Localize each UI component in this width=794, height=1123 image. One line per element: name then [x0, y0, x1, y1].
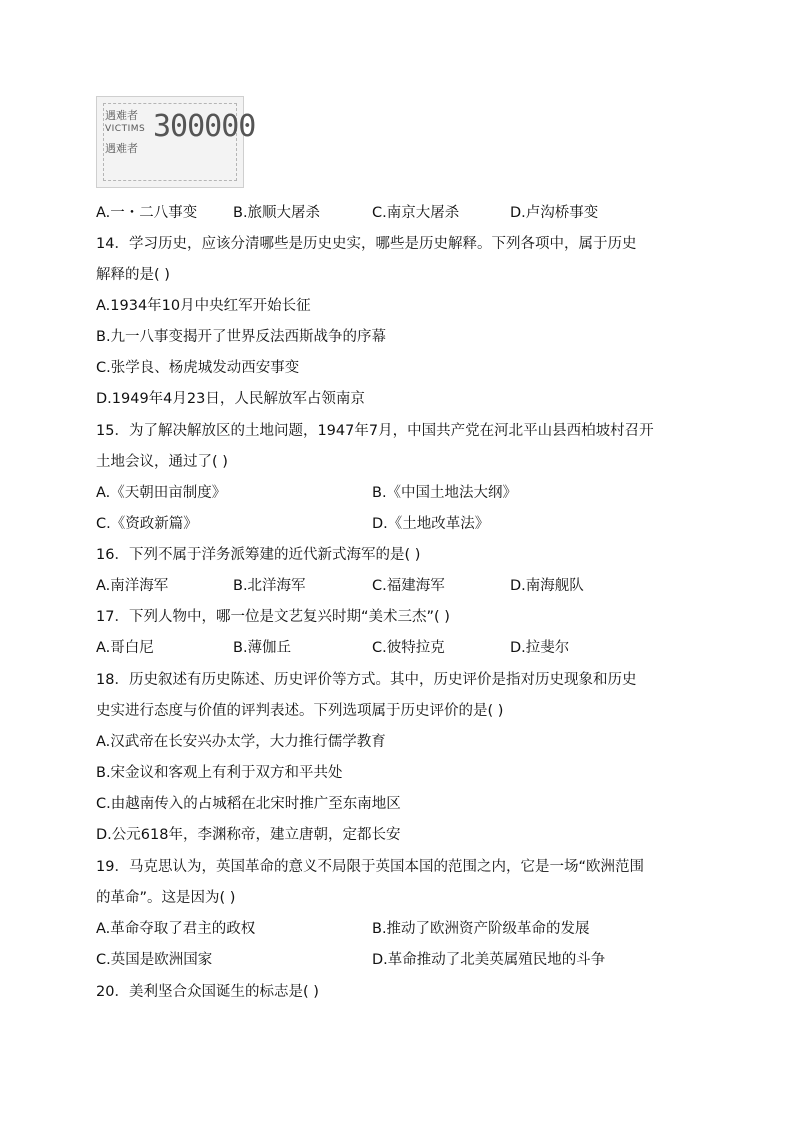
- q18-stem-line2: 史实进行态度与价值的评判表述。下列选项属于历史评价的是( ): [96, 703, 504, 719]
- q18-option-c: C.由越南传入的占城稻在北宋时推广至东南地区: [96, 796, 401, 812]
- stamp-number: 300000: [153, 109, 256, 144]
- q19-option-c: C.英国是欧洲国家: [96, 952, 213, 968]
- q14-option-a: A.1934年10月中央红军开始长征: [96, 298, 311, 314]
- q14-option-c: C.张学良、杨虎城发动西安事变: [96, 360, 300, 376]
- q14-stem-line1: 14．学习历史，应该分清哪些是历史史实，哪些是历史解释。下列各项中，属于历史: [96, 236, 637, 252]
- q17-option-d: D.拉斐尔: [510, 640, 570, 656]
- q18-option-d: D.公元618年，李渊称帝，建立唐朝，定都长安: [96, 827, 401, 843]
- q18-stem-line1: 18．历史叙述有历史陈述、历史评价等方式。其中，历史评价是指对历史现象和历史: [96, 672, 637, 688]
- stamp-cn-bottom: 遇难者: [105, 142, 138, 155]
- q15-stem-line2: 土地会议，通过了( ): [96, 454, 228, 470]
- q18-option-a: A.汉武帝在长安兴办太学，大力推行儒学教育: [96, 734, 386, 750]
- q16-option-b: B.北洋海军: [233, 578, 306, 594]
- q15-stem-line1: 15．为了解决解放区的土地问题，1947年7月，中国共产党在河北平山县西柏坡村召开: [96, 423, 654, 439]
- stamp-en: VICTIMS: [105, 124, 146, 134]
- q15-option-d: D.《土地改革法》: [372, 516, 490, 532]
- q14-stem-line2: 解释的是( ): [96, 267, 170, 283]
- q17-option-c: C.彼特拉克: [372, 640, 445, 656]
- q20-stem: 20．美利坚合众国诞生的标志是( ): [96, 984, 319, 1000]
- q19-stem-line1: 19．马克思认为，英国革命的意义不局限于英国本国的范围之内，它是一场“欧洲范围: [96, 859, 644, 875]
- q13-option-b: B.旅顺大屠杀: [233, 205, 321, 221]
- q16-option-d: D.南海舰队: [510, 578, 584, 594]
- q19-stem-line2: 的革命”。这是因为( ): [96, 890, 236, 906]
- memorial-stamp-image: [96, 96, 256, 188]
- q19-option-b: B.推动了欧洲资产阶级革命的发展: [372, 921, 590, 937]
- stamp-cn-top: 遇难者: [105, 109, 138, 122]
- q16-stem: 16．下列不属于洋务派筹建的近代新式海军的是( ): [96, 547, 421, 563]
- q19-option-d: D.革命推动了北美英属殖民地的斗争: [372, 952, 606, 968]
- q17-option-a: A.哥白尼: [96, 640, 154, 656]
- q15-option-c: C.《资政新篇》: [96, 516, 198, 532]
- q18-option-b: B.宋金议和客观上有利于双方和平共处: [96, 765, 343, 781]
- q17-stem: 17．下列人物中，哪一位是文艺复兴时期“美术三杰”( ): [96, 609, 450, 625]
- q16-option-a: A.南洋海军: [96, 578, 169, 594]
- q13-option-d: D.卢沟桥事变: [510, 205, 599, 221]
- q14-option-d: D.1949年4月23日，人民解放军占领南京: [96, 391, 365, 407]
- q17-option-b: B.薄伽丘: [233, 640, 292, 656]
- q13-option-c: C.南京大屠杀: [372, 205, 460, 221]
- q15-option-b: B.《中国土地法大纲》: [372, 485, 518, 501]
- q14-option-b: B.九一八事变揭开了世界反法西斯战争的序幕: [96, 329, 387, 345]
- q13-option-a: A.一・二八事变: [96, 205, 198, 221]
- q15-option-a: A.《天朝田亩制度》: [96, 485, 227, 501]
- q16-option-c: C.福建海军: [372, 578, 445, 594]
- q19-option-a: A.革命夺取了君主的政权: [96, 921, 256, 937]
